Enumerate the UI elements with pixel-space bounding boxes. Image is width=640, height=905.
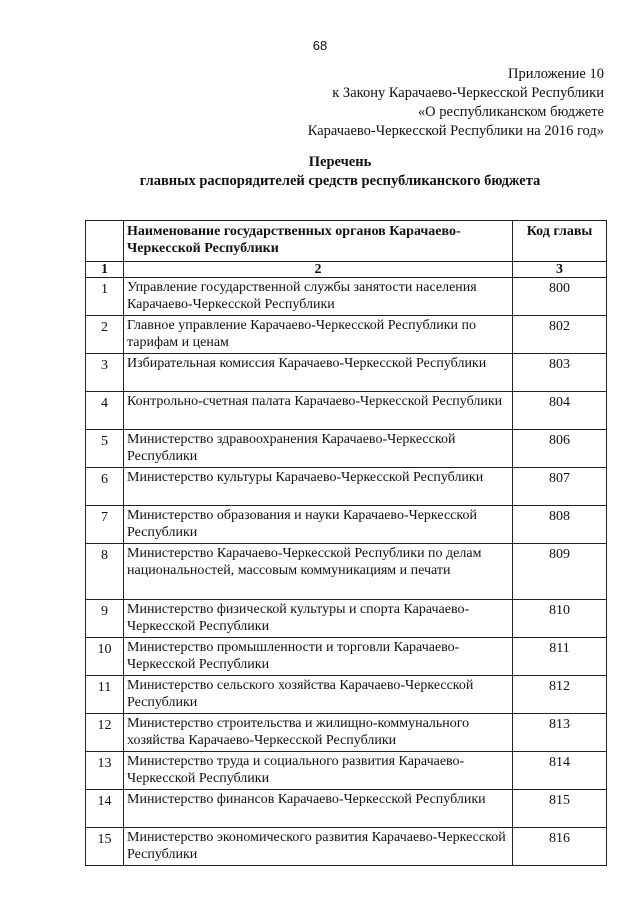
chapter-code: 809 (513, 544, 607, 600)
row-number: 2 (86, 316, 124, 354)
row-number: 6 (86, 468, 124, 506)
organization-name: Министерство физической культуры и спорта Карачаево-Черкесской Республики (124, 600, 513, 638)
organization-name: Министерство строительства и жилищно-коммунального хозяйства Карачаево-Черкесской Республики (124, 714, 513, 752)
chapter-code: 814 (513, 752, 607, 790)
row-number: 15 (86, 828, 124, 866)
organization-name: Министерство образования и науки Карачаево-Черкесской Республики (124, 506, 513, 544)
chapter-code: 803 (513, 354, 607, 392)
organization-name: Управление государственной службы занятости населения Карачаево-Черкесской Республики (124, 278, 513, 316)
table-row (86, 544, 607, 600)
row-number: 11 (86, 676, 124, 714)
organization-name: Министерство сельского хозяйства Карачаево-Черкесской Республики (124, 676, 513, 714)
table-row (86, 676, 607, 714)
title-line-2: главных распорядителей средств республиканского бюджета (139, 173, 541, 189)
row-number: 13 (86, 752, 124, 790)
organization-name: Министерство здравоохранения Карачаево-Черкесской Республики (124, 430, 513, 468)
row-number: 12 (86, 714, 124, 752)
chapter-code: 816 (513, 828, 607, 866)
organization-name: Министерство культуры Карачаево-Черкесской Республики (124, 468, 513, 506)
appendix-line: Приложение 10 (508, 66, 604, 82)
header-name-cell: Наименование государственных органов Карачаево-Черкесской Республики (124, 221, 513, 262)
appendix-line: Карачаево-Черкесской Республики на 2016 год» (307, 123, 604, 139)
table-row (86, 714, 607, 752)
chapter-code: 813 (513, 714, 607, 752)
table-row (86, 430, 607, 468)
chapter-code: 810 (513, 600, 607, 638)
table-row (86, 354, 607, 392)
chapter-code: 802 (513, 316, 607, 354)
table-row (86, 828, 607, 866)
row-number: 1 (86, 278, 124, 316)
column-index-row (86, 262, 607, 278)
column-index: 2 (124, 262, 513, 278)
row-number: 4 (86, 392, 124, 430)
row-number: 9 (86, 600, 124, 638)
table-row (86, 790, 607, 828)
row-number: 10 (86, 638, 124, 676)
chapter-code: 811 (513, 638, 607, 676)
chapter-code: 807 (513, 468, 607, 506)
chapter-code: 800 (513, 278, 607, 316)
organization-name: Министерство финансов Карачаево-Черкесской Республики (124, 790, 513, 828)
title-line-1: Перечень (308, 154, 372, 170)
row-number: 3 (86, 354, 124, 392)
table-row (86, 506, 607, 544)
row-number: 14 (86, 790, 124, 828)
header-code-cell: Код главы (513, 221, 607, 262)
appendix-reference (184, 65, 604, 141)
row-number: 5 (86, 430, 124, 468)
chapter-code: 806 (513, 430, 607, 468)
table-row (86, 316, 607, 354)
row-number: 7 (86, 506, 124, 544)
table-row (86, 468, 607, 506)
organization-name: Контрольно-счетная палата Карачаево-Черкесской Республики (124, 392, 513, 430)
organization-name: Главное управление Карачаево-Черкесской Республики по тарифам и ценам (124, 316, 513, 354)
chapter-code: 812 (513, 676, 607, 714)
table-row (86, 752, 607, 790)
table-row (86, 600, 607, 638)
row-number: 8 (86, 544, 124, 600)
chapter-code: 815 (513, 790, 607, 828)
column-index: 3 (513, 262, 607, 278)
organization-name: Избирательная комиссия Карачаево-Черкесской Республики (124, 354, 513, 392)
organization-name: Министерство промышленности и торговли Карачаево-Черкесской Республики (124, 638, 513, 676)
organization-name: Министерство экономического развития Карачаево-Черкесской Республики (124, 828, 513, 866)
organization-name: Министерство Карачаево-Черкесской Республики по делам национальностей, массовым коммуникациям и печати (124, 544, 513, 600)
appendix-line: «О республиканском бюджете (417, 104, 604, 120)
table-row (86, 392, 607, 430)
organization-name: Министерство труда и социального развития Карачаево-Черкесской Республики (124, 752, 513, 790)
chapter-code: 808 (513, 506, 607, 544)
page-number: 68 (312, 38, 328, 53)
table-header-row (86, 221, 607, 262)
chapter-code: 804 (513, 392, 607, 430)
appendix-line: к Закону Карачаево-Черкесской Республики (332, 85, 604, 101)
document-title (0, 153, 640, 191)
budget-managers-table (85, 220, 607, 866)
column-index: 1 (86, 262, 124, 278)
table-row (86, 638, 607, 676)
table-row (86, 278, 607, 316)
header-number-cell (86, 221, 124, 262)
